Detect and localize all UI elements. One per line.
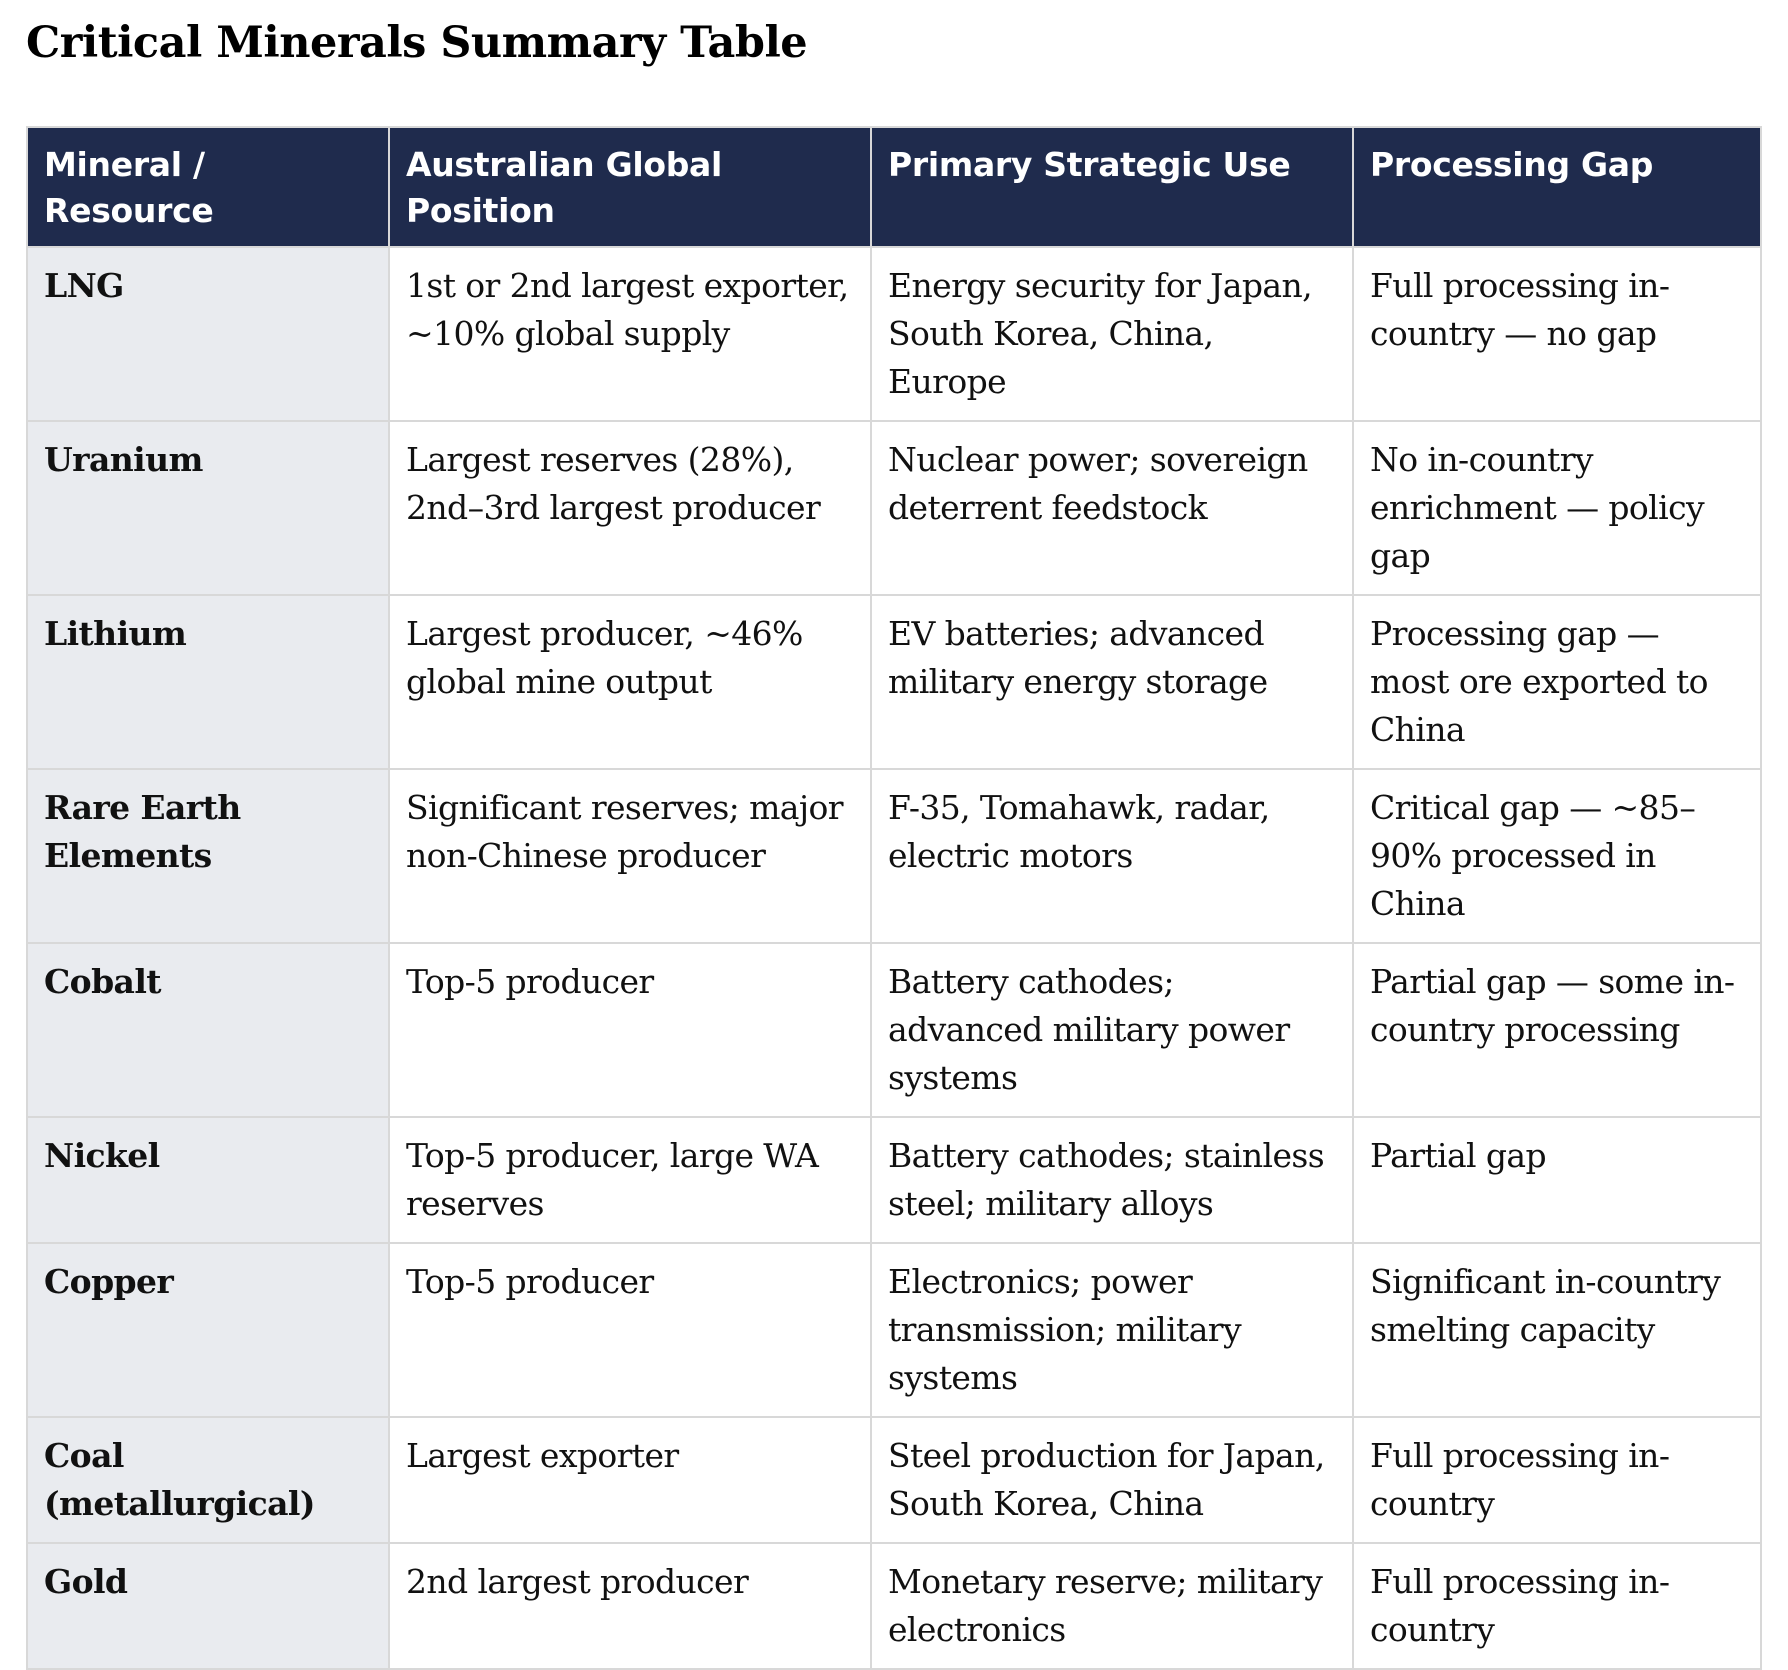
column-header-gap: Processing Gap: [1353, 127, 1761, 247]
cell-gap: Full processing in-country — no gap: [1353, 247, 1761, 421]
cell-use: Nuclear power; sovereign deterrent feedstock: [871, 421, 1353, 595]
table-row: [27, 421, 1761, 595]
cell-mineral: LNG: [27, 247, 389, 421]
cell-use: Electronics; power transmission; military systems: [871, 1243, 1353, 1417]
cell-use: Monetary reserve; military electronics: [871, 1543, 1353, 1669]
cell-gap: Significant in-country smelting capacity: [1353, 1243, 1761, 1417]
cell-mineral: Gold: [27, 1543, 389, 1669]
cell-position: Top-5 producer: [389, 943, 871, 1117]
cell-mineral: Uranium: [27, 421, 389, 595]
cell-position: Significant reserves; major non-Chinese producer: [389, 769, 871, 943]
cell-use: Steel production for Japan, South Korea, China: [871, 1417, 1353, 1543]
table-row: [27, 1543, 1761, 1669]
cell-use: Battery cathodes; stainless steel; military alloys: [871, 1117, 1353, 1243]
cell-gap: Partial gap — some in-country processing: [1353, 943, 1761, 1117]
table-body: [27, 247, 1761, 1669]
cell-position: Top-5 producer, large WA reserves: [389, 1117, 871, 1243]
table-row: [27, 1417, 1761, 1543]
table-row: [27, 1117, 1761, 1243]
cell-mineral: Rare Earth Elements: [27, 769, 389, 943]
cell-position: Largest exporter: [389, 1417, 871, 1543]
cell-gap: Full processing in-country: [1353, 1417, 1761, 1543]
header-row: [27, 127, 1761, 247]
cell-use: Energy security for Japan, South Korea, China, Europe: [871, 247, 1353, 421]
column-header-position: Australian Global Position: [389, 127, 871, 247]
cell-use: F-35, Tomahawk, radar, electric motors: [871, 769, 1353, 943]
cell-position: 2nd largest producer: [389, 1543, 871, 1669]
cell-mineral: Cobalt: [27, 943, 389, 1117]
cell-position: Largest producer, ~46% global mine output: [389, 595, 871, 769]
cell-position: Largest reserves (28%), 2nd–3rd largest producer: [389, 421, 871, 595]
cell-mineral: Nickel: [27, 1117, 389, 1243]
table-header: [27, 127, 1761, 247]
table-row: [27, 1243, 1761, 1417]
cell-gap: Processing gap — most ore exported to China: [1353, 595, 1761, 769]
cell-use: Battery cathodes; advanced military power systems: [871, 943, 1353, 1117]
cell-use: EV batteries; advanced military energy storage: [871, 595, 1353, 769]
column-header-use: Primary Strategic Use: [871, 127, 1353, 247]
cell-gap: Critical gap — ~85–90% processed in China: [1353, 769, 1761, 943]
cell-position: Top-5 producer: [389, 1243, 871, 1417]
table-row: [27, 247, 1761, 421]
cell-mineral: Lithium: [27, 595, 389, 769]
page-title: Critical Minerals Summary Table: [26, 18, 808, 68]
cell-position: 1st or 2nd largest exporter, ~10% global supply: [389, 247, 871, 421]
cell-gap: Full processing in-country: [1353, 1543, 1761, 1669]
cell-mineral: Copper: [27, 1243, 389, 1417]
cell-gap: Partial gap: [1353, 1117, 1761, 1243]
table-row: [27, 595, 1761, 769]
cell-gap: No in-country enrichment — policy gap: [1353, 421, 1761, 595]
table-row: [27, 943, 1761, 1117]
column-header-mineral: Mineral / Resource: [27, 127, 389, 247]
cell-mineral: Coal (metallurgical): [27, 1417, 389, 1543]
table-row: [27, 769, 1761, 943]
critical-minerals-table: [26, 126, 1762, 1670]
